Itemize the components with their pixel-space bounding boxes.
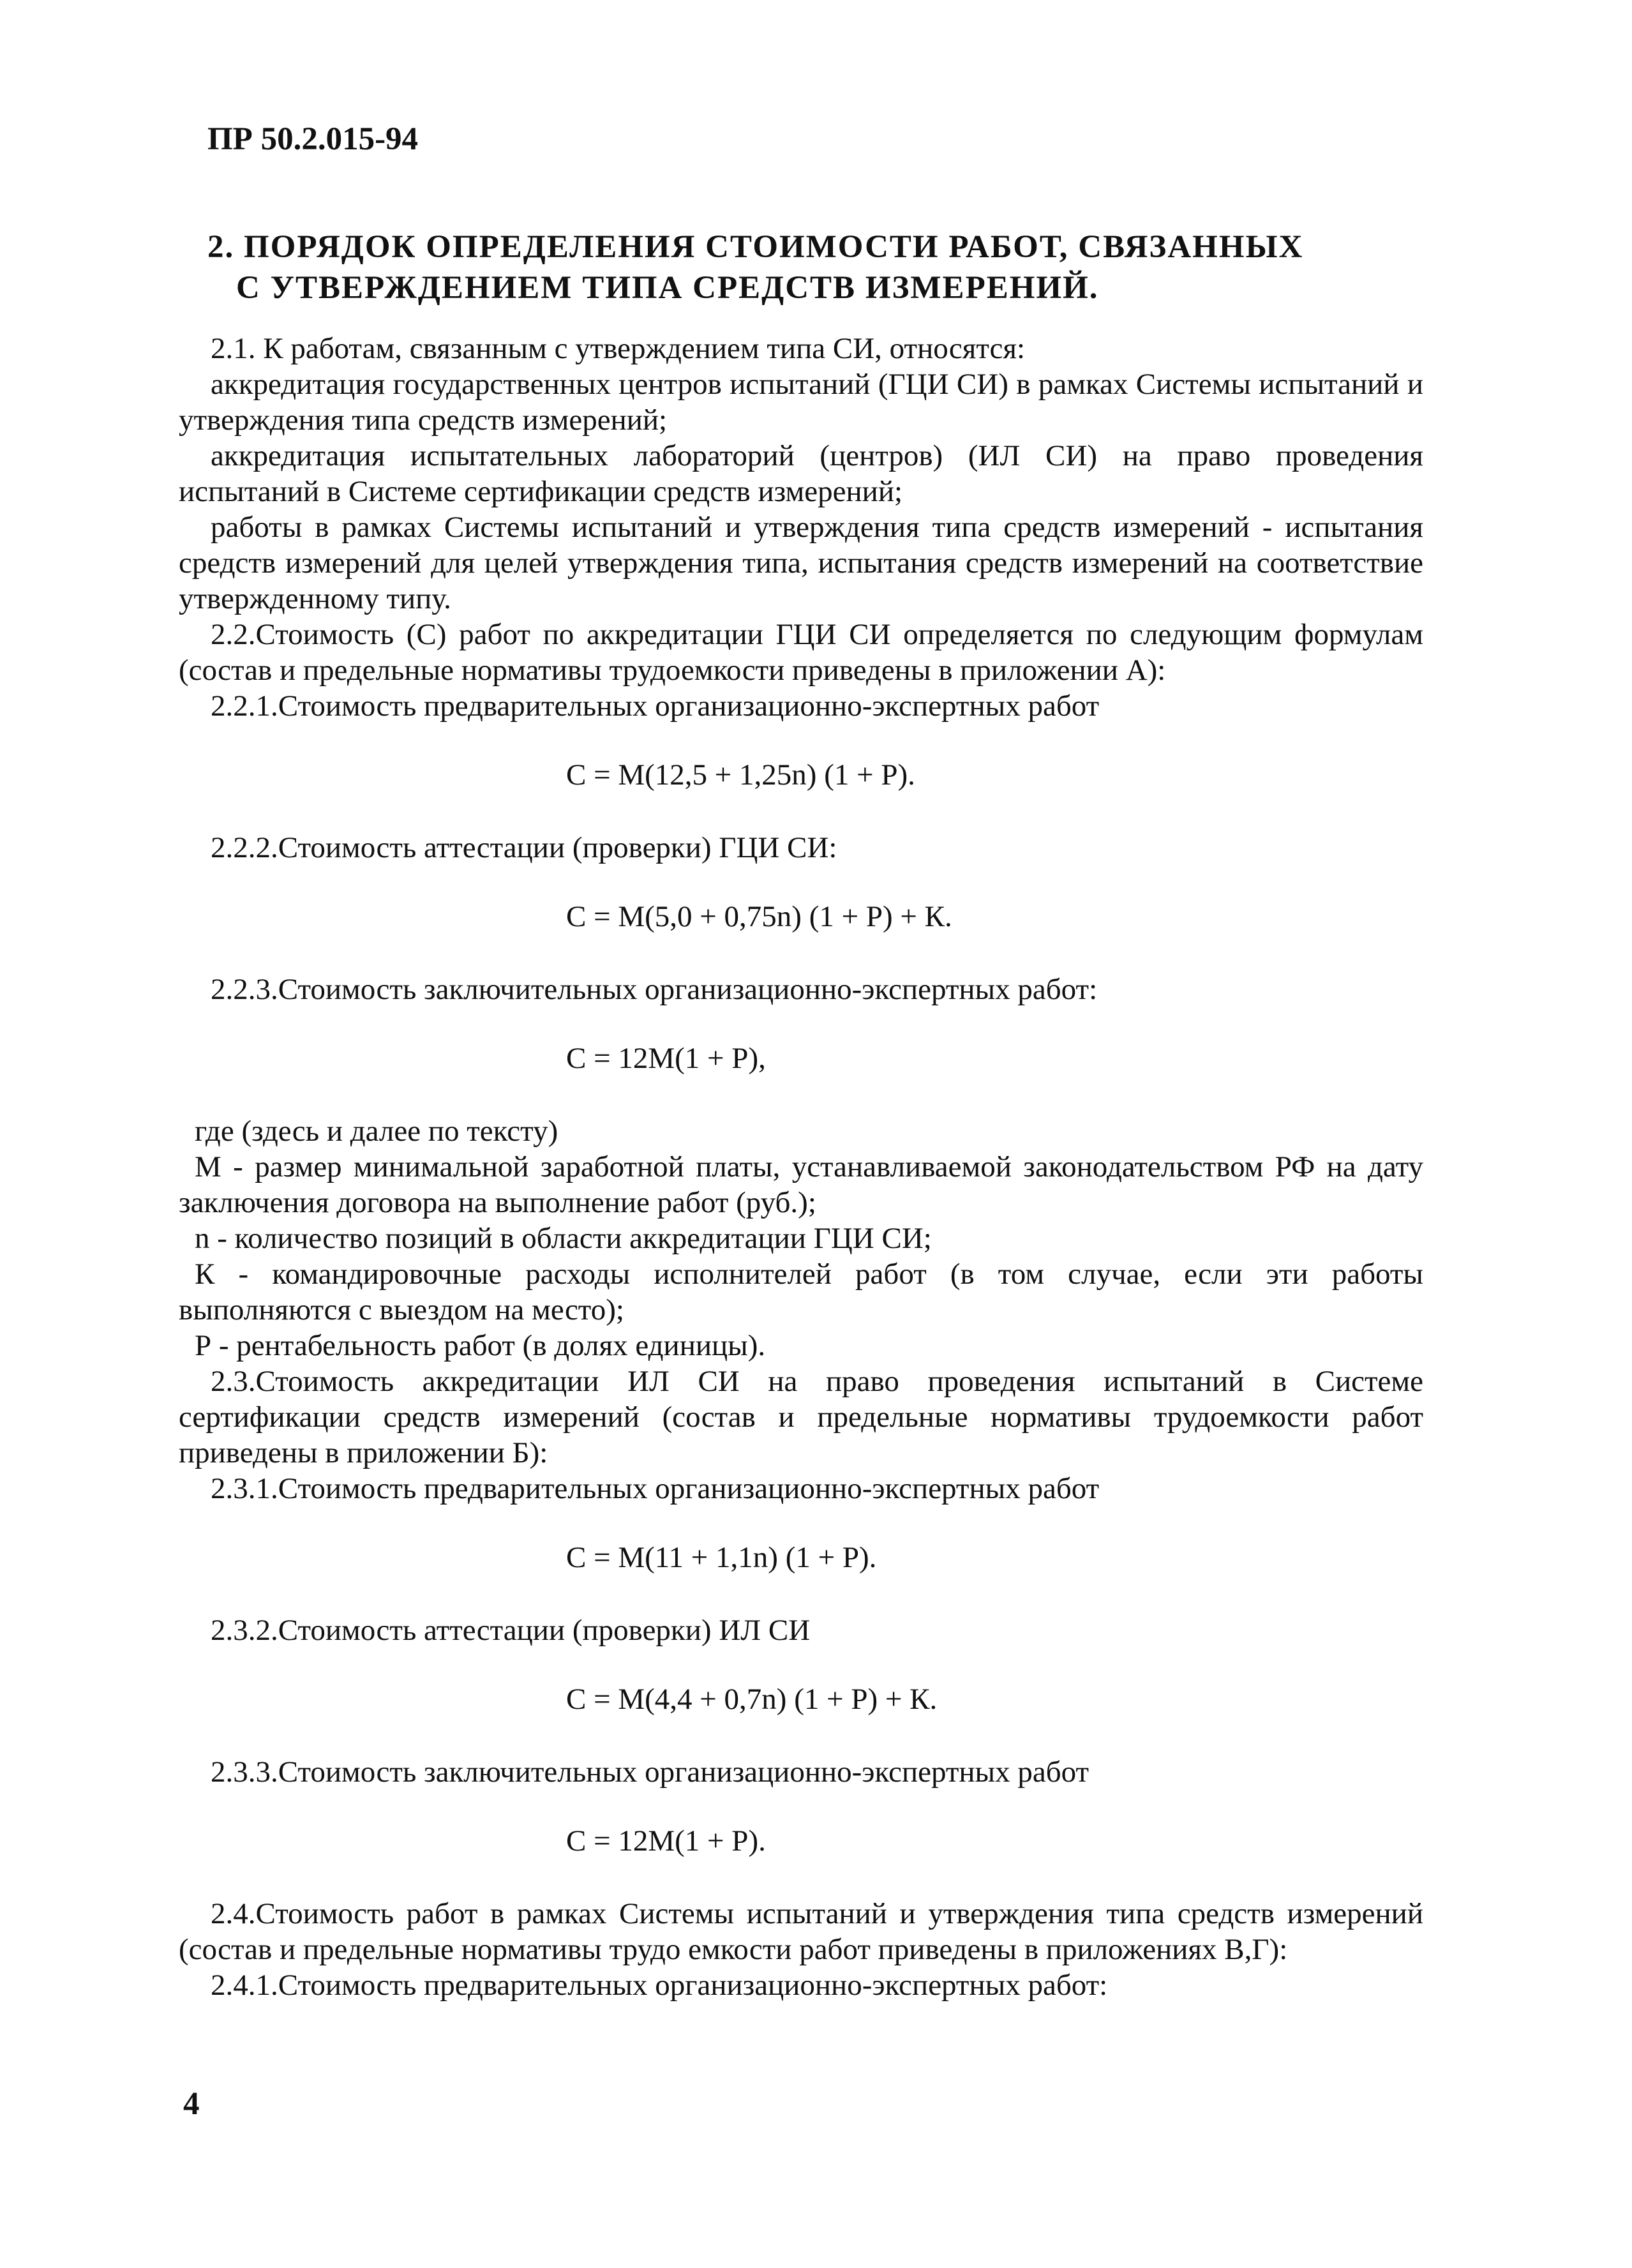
document-code: ПР 50.2.015-94 [207, 121, 419, 157]
paragraph-2-3-2: 2.3.2.Стоимость аттестации (проверки) ИЛ СИ [211, 1614, 811, 1647]
formula-2-3-2: С = М(4,4 + 0,7n) (1 + Р) + К. [566, 1683, 938, 1716]
paragraph-2-2-2: 2.2.2.Стоимость аттестации (проверки) ГЦИ СИ: [211, 831, 837, 864]
list-item-accreditation-il: аккредитация испытательных лабораторий (центров) (ИЛ СИ) на право проведения испытаний в Системе сертификации средств измерений; [179, 439, 1423, 508]
formula-2-2-3: С = 12М(1 + Р), [566, 1042, 766, 1075]
paragraph-2-1: 2.1. К работам, связанным с утверждением типа СИ, относятся: [211, 332, 1026, 365]
paragraph-2-4-1: 2.4.1.Стоимость предварительных организационно-экспертных работ: [211, 1969, 1108, 2002]
formula-2-3-1: С = М(11 + 1,1n) (1 + Р). [566, 1541, 877, 1574]
paragraph-2-3-3: 2.3.3.Стоимость заключительных организационно-экспертных работ [211, 1755, 1089, 1789]
definition-k: К - командировочные расходы исполнителей работ (в том случае, если эти работы выполняются с выездом на место); [179, 1258, 1423, 1326]
paragraph-2-4: 2.4.Стоимость работ в рамках Системы испытаний и утверждения типа средств измерений (состав и предельные нормативы трудо емкости работ приведены в приложениях В,Г): [179, 1897, 1423, 1966]
paragraph-2-3: 2.3.Стоимость аккредитации ИЛ СИ на право проведения испытаний в Системе сертификации средств измерений (состав и предельные нормативы трудоемкости работ приведены в приложении Б): [179, 1365, 1423, 1469]
paragraph-2-2-1: 2.2.1.Стоимость предварительных организационно-экспертных работ [211, 689, 1100, 723]
section-heading-line-2: С УТВЕРЖДЕНИЕМ ТИПА СРЕДСТВ ИЗМЕРЕНИЙ. [236, 270, 1099, 306]
formula-2-3-3: С = 12М(1 + Р). [566, 1824, 766, 1858]
list-item-type-approval-works: работы в рамках Системы испытаний и утверждения типа средств измерений - испытания средств измерений для целей утверждения типа, испытания средств измерений на соответствие утвержденному типу. [179, 511, 1423, 615]
paragraph-2-2: 2.2.Стоимость (С) работ по аккредитации ГЦИ СИ определяется по следующим формулам (состав и предельные нормативы трудоемкости приведены в приложении А): [179, 618, 1423, 687]
body-text [179, 331, 1423, 2003]
paragraph-2-3-1: 2.3.1.Стоимость предварительных организационно-экспертных работ [211, 1472, 1100, 1505]
definition-n: n - количество позиций в области аккредитации ГЦИ СИ; [195, 1222, 932, 1255]
definition-p: Р - рентабельность работ (в долях единицы). [195, 1329, 766, 1362]
formula-2-2-1: С = М(12,5 + 1,25n) (1 + Р). [566, 758, 915, 792]
list-item-accreditation-gci: аккредитация государственных центров испытаний (ГЦИ СИ) в рамках Системы испытаний и утверждения типа средств измерений; [179, 368, 1423, 437]
definition-m: М - размер минимальной заработной платы, устанавливаемой законодательством РФ на дату заключения договора на выполнение работ (руб.); [179, 1150, 1423, 1219]
formula-2-2-2: С = М(5,0 + 0,75n) (1 + Р) + К. [566, 900, 952, 933]
paragraph-2-2-3: 2.2.3.Стоимость заключительных организационно-экспертных работ: [211, 973, 1098, 1006]
section-heading [207, 227, 1478, 308]
page-number: 4 [183, 2086, 200, 2122]
section-heading-line-1: 2. ПОРЯДОК ОПРЕДЕЛЕНИЯ СТОИМОСТИ РАБОТ, СВЯЗАННЫХ [207, 229, 1304, 265]
definitions-intro: где (здесь и далее по тексту) [195, 1115, 558, 1148]
